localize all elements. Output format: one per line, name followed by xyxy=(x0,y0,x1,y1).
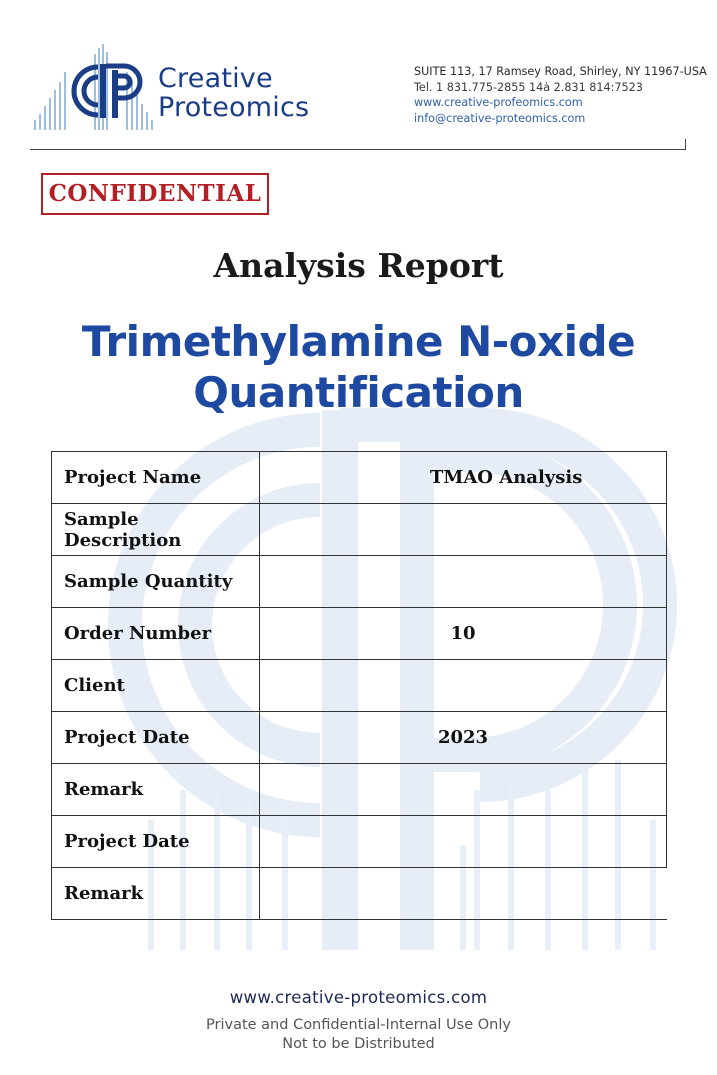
contact-email[interactable]: info@creative-proteomics.com xyxy=(414,111,586,125)
report-title-line2: Quantification xyxy=(193,368,524,417)
row-label: Project Date xyxy=(52,712,260,764)
row-value xyxy=(260,660,667,712)
row-label: Client xyxy=(52,660,260,712)
table-row xyxy=(52,816,667,868)
table-row xyxy=(52,660,667,712)
row-label: Sample Description xyxy=(52,504,260,556)
report-title xyxy=(0,316,717,418)
footer-note xyxy=(0,1016,717,1054)
project-info-table xyxy=(51,451,667,920)
table-row xyxy=(52,452,667,504)
brand-name-line1: Creative xyxy=(158,63,273,94)
row-label: Remark xyxy=(52,868,260,920)
table-row xyxy=(52,556,667,608)
row-value xyxy=(260,764,667,816)
confidential-stamp: CONFIDENTIAL xyxy=(41,173,269,215)
table-row xyxy=(52,712,667,764)
row-label: Order Number xyxy=(52,608,260,660)
table-row xyxy=(52,608,667,660)
table-row xyxy=(52,764,667,816)
footer-note-line2: Not to be Distributed xyxy=(282,1036,435,1052)
table-row xyxy=(52,504,667,556)
row-value: TMAO Analysis xyxy=(260,452,667,504)
contact-address: SUITE 113, 17 Ramsey Road, Shirley, NY 11967-USA xyxy=(414,65,707,78)
footer-website[interactable]: www.creative-proteomics.com xyxy=(229,988,488,1007)
row-value xyxy=(260,868,667,920)
contact-website[interactable]: www.creative-profeomics.com xyxy=(414,96,583,109)
contact-block xyxy=(414,64,707,126)
row-label: Sample Quantity xyxy=(52,556,260,608)
row-label: Project Name xyxy=(52,452,260,504)
row-label: Project Date xyxy=(52,816,260,868)
row-label: Remark xyxy=(52,764,260,816)
row-value: 2023 xyxy=(260,712,667,764)
contact-phone: Tel. 1 831.775-2855 14ȧ 2.831 814:7523 xyxy=(414,80,643,94)
brand-name xyxy=(158,64,309,122)
header-divider-tick xyxy=(685,139,686,150)
row-value xyxy=(260,816,667,868)
table-row xyxy=(52,868,667,920)
report-title-line1: Trimethylamine N-oxide xyxy=(81,317,636,366)
row-value: 10 xyxy=(260,608,667,660)
report-subtitle: Analysis Report xyxy=(213,246,504,285)
footer-note-line1: Private and Confidential-Internal Use Only xyxy=(206,1017,511,1033)
brand-name-line2: Proteomics xyxy=(158,92,310,123)
header-divider xyxy=(30,149,686,150)
row-value xyxy=(260,556,667,608)
row-value xyxy=(260,504,667,556)
